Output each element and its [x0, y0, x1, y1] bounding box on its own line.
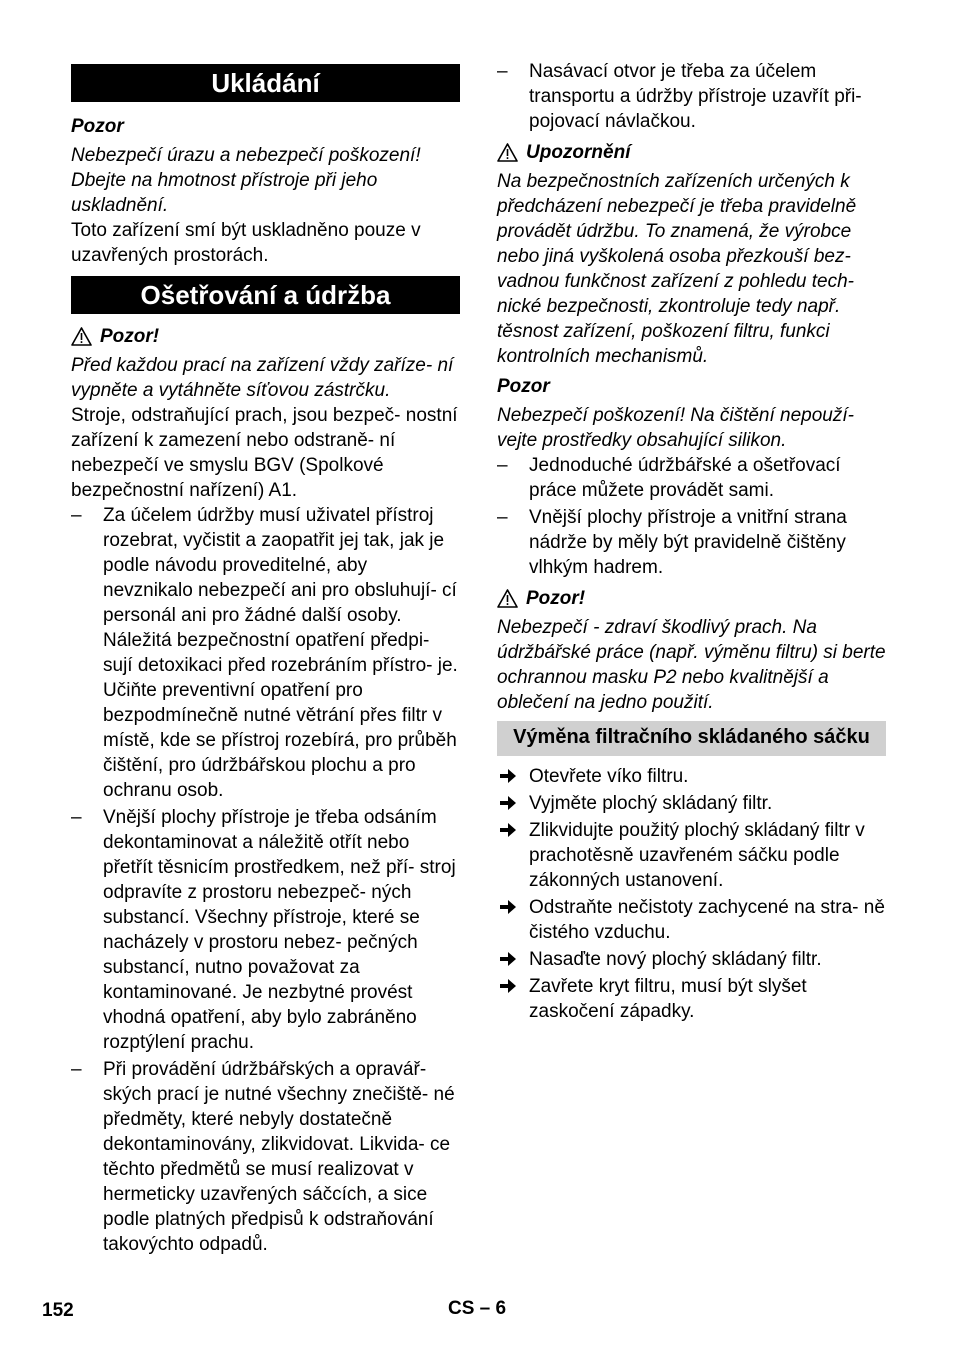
arrow-right-icon — [499, 951, 517, 967]
section-title-storage: Ukládání — [71, 64, 460, 102]
list-item-text: Nasaďte nový plochý skládaný filtr. — [529, 949, 822, 970]
notice-heading-label: Upozornění — [526, 142, 631, 163]
caution-heading: Pozor — [497, 376, 550, 397]
left-column — [71, 0, 460, 1257]
list-item-text: Vnější plochy přístroje je třeba odsáním dekontaminovat a náležitě otřít nebo přetřít těsnicím prostředkem, než pří- stroj odpravíte z prostoru nebezpeč- ných substancí. Všechny přístroje, které se nacházely v prostoru nebez- pečných substancí, nutno považovat za kontaminované. Je nezbytné provést vhodná opatření, aby bylo zabráněno rozptýlení prachu. — [103, 807, 456, 1053]
list-item-text: Za účelem údržby musí uživatel přístroj rozebrat, vyčistit a zaopatřit jej tak, jak je podle návodu proveditelné, aby nevznikalo nebezpečí ani pro obsluhují- cí personál ani pro žádné další osoby. Náležitá bezpečnostní opatření předpi- sují detoxikaci před rozebráním přístro- je. Učiňte preventivní opatření pro bezpodmínečně nutné větrání přes filtr v místě, kde se přístroj rozebírá, pro průběh čištění, pro údržbářskou plochu a pro ochranu osob. — [103, 505, 458, 801]
notice-heading — [497, 140, 886, 165]
warning-text: Před každou prací na zařízení vždy zaříze- ní vypněte a vytáhněte síťovou zástrčku. — [71, 355, 454, 401]
right-column — [497, 0, 886, 1024]
caution-text: Nebezpečí poškození! Na čištění nepouží- vejte prostředky obsahující silikon. — [497, 405, 854, 451]
arrow-right-icon — [499, 822, 517, 838]
warning-heading — [71, 324, 460, 349]
list-item-text: Vnější plochy přístroje a vnitřní strana nádrže by měly být pravidelně čištěny vlhkým hadrem. — [529, 507, 847, 578]
arrow-right-icon — [499, 978, 517, 994]
warning-triangle-icon — [497, 589, 518, 608]
list-item-text: Jednoduché údržbářské a ošetřovací práce můžete provádět sami. — [529, 455, 841, 501]
list-item — [71, 805, 460, 1055]
list-item — [71, 503, 460, 803]
warning-text: Nebezpečí - zdraví škodlivý prach. Na údržbářské práce (např. výměnu filtru) si berte ochrannou masku P2 nebo kvalitnější a oblečení na jedno použití. — [497, 617, 886, 713]
dash-bullet: – — [71, 1059, 82, 1080]
warning-triangle-icon — [497, 143, 518, 162]
warning-heading-label: Pozor! — [526, 588, 586, 609]
dash-list-right-top — [497, 59, 886, 134]
caution-text: Nebezpečí úrazu a nebezpečí poškození! Dbejte na hmotnost přístroje při jeho uskladnění. — [71, 145, 421, 216]
list-item — [497, 947, 886, 972]
subsection-title-filter-bag: Výměna filtračního skládaného sáčku — [497, 721, 886, 756]
list-item-text: Vyjměte plochý skládaný filtr. — [529, 793, 773, 814]
arrow-right-icon — [499, 795, 517, 811]
machines-text: Stroje, odstraňující prach, jsou bezpeč- nostní zařízení k zamezení nebo odstraně- ní nebezpečí ve smyslu BGV (Spolkové bezpečnostní nařízení) A1. — [71, 405, 458, 501]
list-item-text: Nasávací otvor je třeba za účelem transportu a údržby přístroje uzavřít při- pojovací návlačkou. — [529, 61, 862, 132]
warning-heading-label: Pozor! — [100, 326, 160, 347]
dash-bullet: – — [71, 505, 82, 526]
language-page-code: CS – 6 — [448, 1298, 507, 1319]
arrow-right-icon — [499, 899, 517, 915]
warning-heading — [497, 586, 886, 611]
arrow-list — [497, 764, 886, 1024]
list-item — [497, 895, 886, 945]
list-item — [497, 453, 886, 503]
arrow-right-icon — [499, 768, 517, 784]
list-item-text: Otevřete víko filtru. — [529, 766, 689, 787]
dash-list-right — [497, 453, 886, 580]
caution-heading: Pozor — [71, 116, 124, 137]
warning-triangle-icon — [71, 327, 92, 346]
list-item-text: Zlikvidujte použitý plochý skládaný filtr v prachotěsně uzavřeném sáčku podle zákonných ustanovení. — [529, 820, 865, 891]
list-item-text: Při provádění údržbářských a opravář- ských prací je nutné všechny znečiště- né předměty, které nebyly dostatečně dekontaminovány, zlikvidovat. Likvida- ce těchto předmětů se musí realizovat v hermeticky uzavřených sáčcích, a sice podle platných předpisů k odstraňování takovýchto odpadů. — [103, 1059, 455, 1255]
list-item — [497, 59, 886, 134]
dash-bullet: – — [497, 61, 508, 82]
dash-bullet: – — [71, 807, 82, 828]
storage-text: Toto zařízení smí být uskladněno pouze v uzavřených prostorách. — [71, 220, 421, 266]
list-item — [497, 505, 886, 580]
list-item — [497, 974, 886, 1024]
list-item — [71, 1057, 460, 1257]
page-number: 152 — [42, 1300, 74, 1321]
list-item — [497, 764, 886, 789]
dash-bullet: – — [497, 507, 508, 528]
dash-list-left — [71, 503, 460, 1257]
list-item — [497, 818, 886, 893]
notice-text: Na bezpečnostních zařízeních určených k předcházení nebezpečí je třeba pravidelně provádět údržbu. To znamená, že výrobce nebo jiná vyškolená osoba přezkouší bez- vadnou funkčnost zařízení z pohledu tech- nické bezpečnosti, zkontroluje tedy např. těsnost zařízení, poškození filtru, funkci kontrolních mechanismů. — [497, 171, 857, 367]
list-item-text: Zavřete kryt filtru, musí být slyšet zaskočení západky. — [529, 976, 807, 1022]
list-item-text: Odstraňte nečistoty zachycené na stra- ně čistého vzduchu. — [529, 897, 885, 943]
list-item — [497, 791, 886, 816]
dash-bullet: – — [497, 455, 508, 476]
section-title-maintenance: Ošetřování a údržba — [71, 276, 460, 314]
